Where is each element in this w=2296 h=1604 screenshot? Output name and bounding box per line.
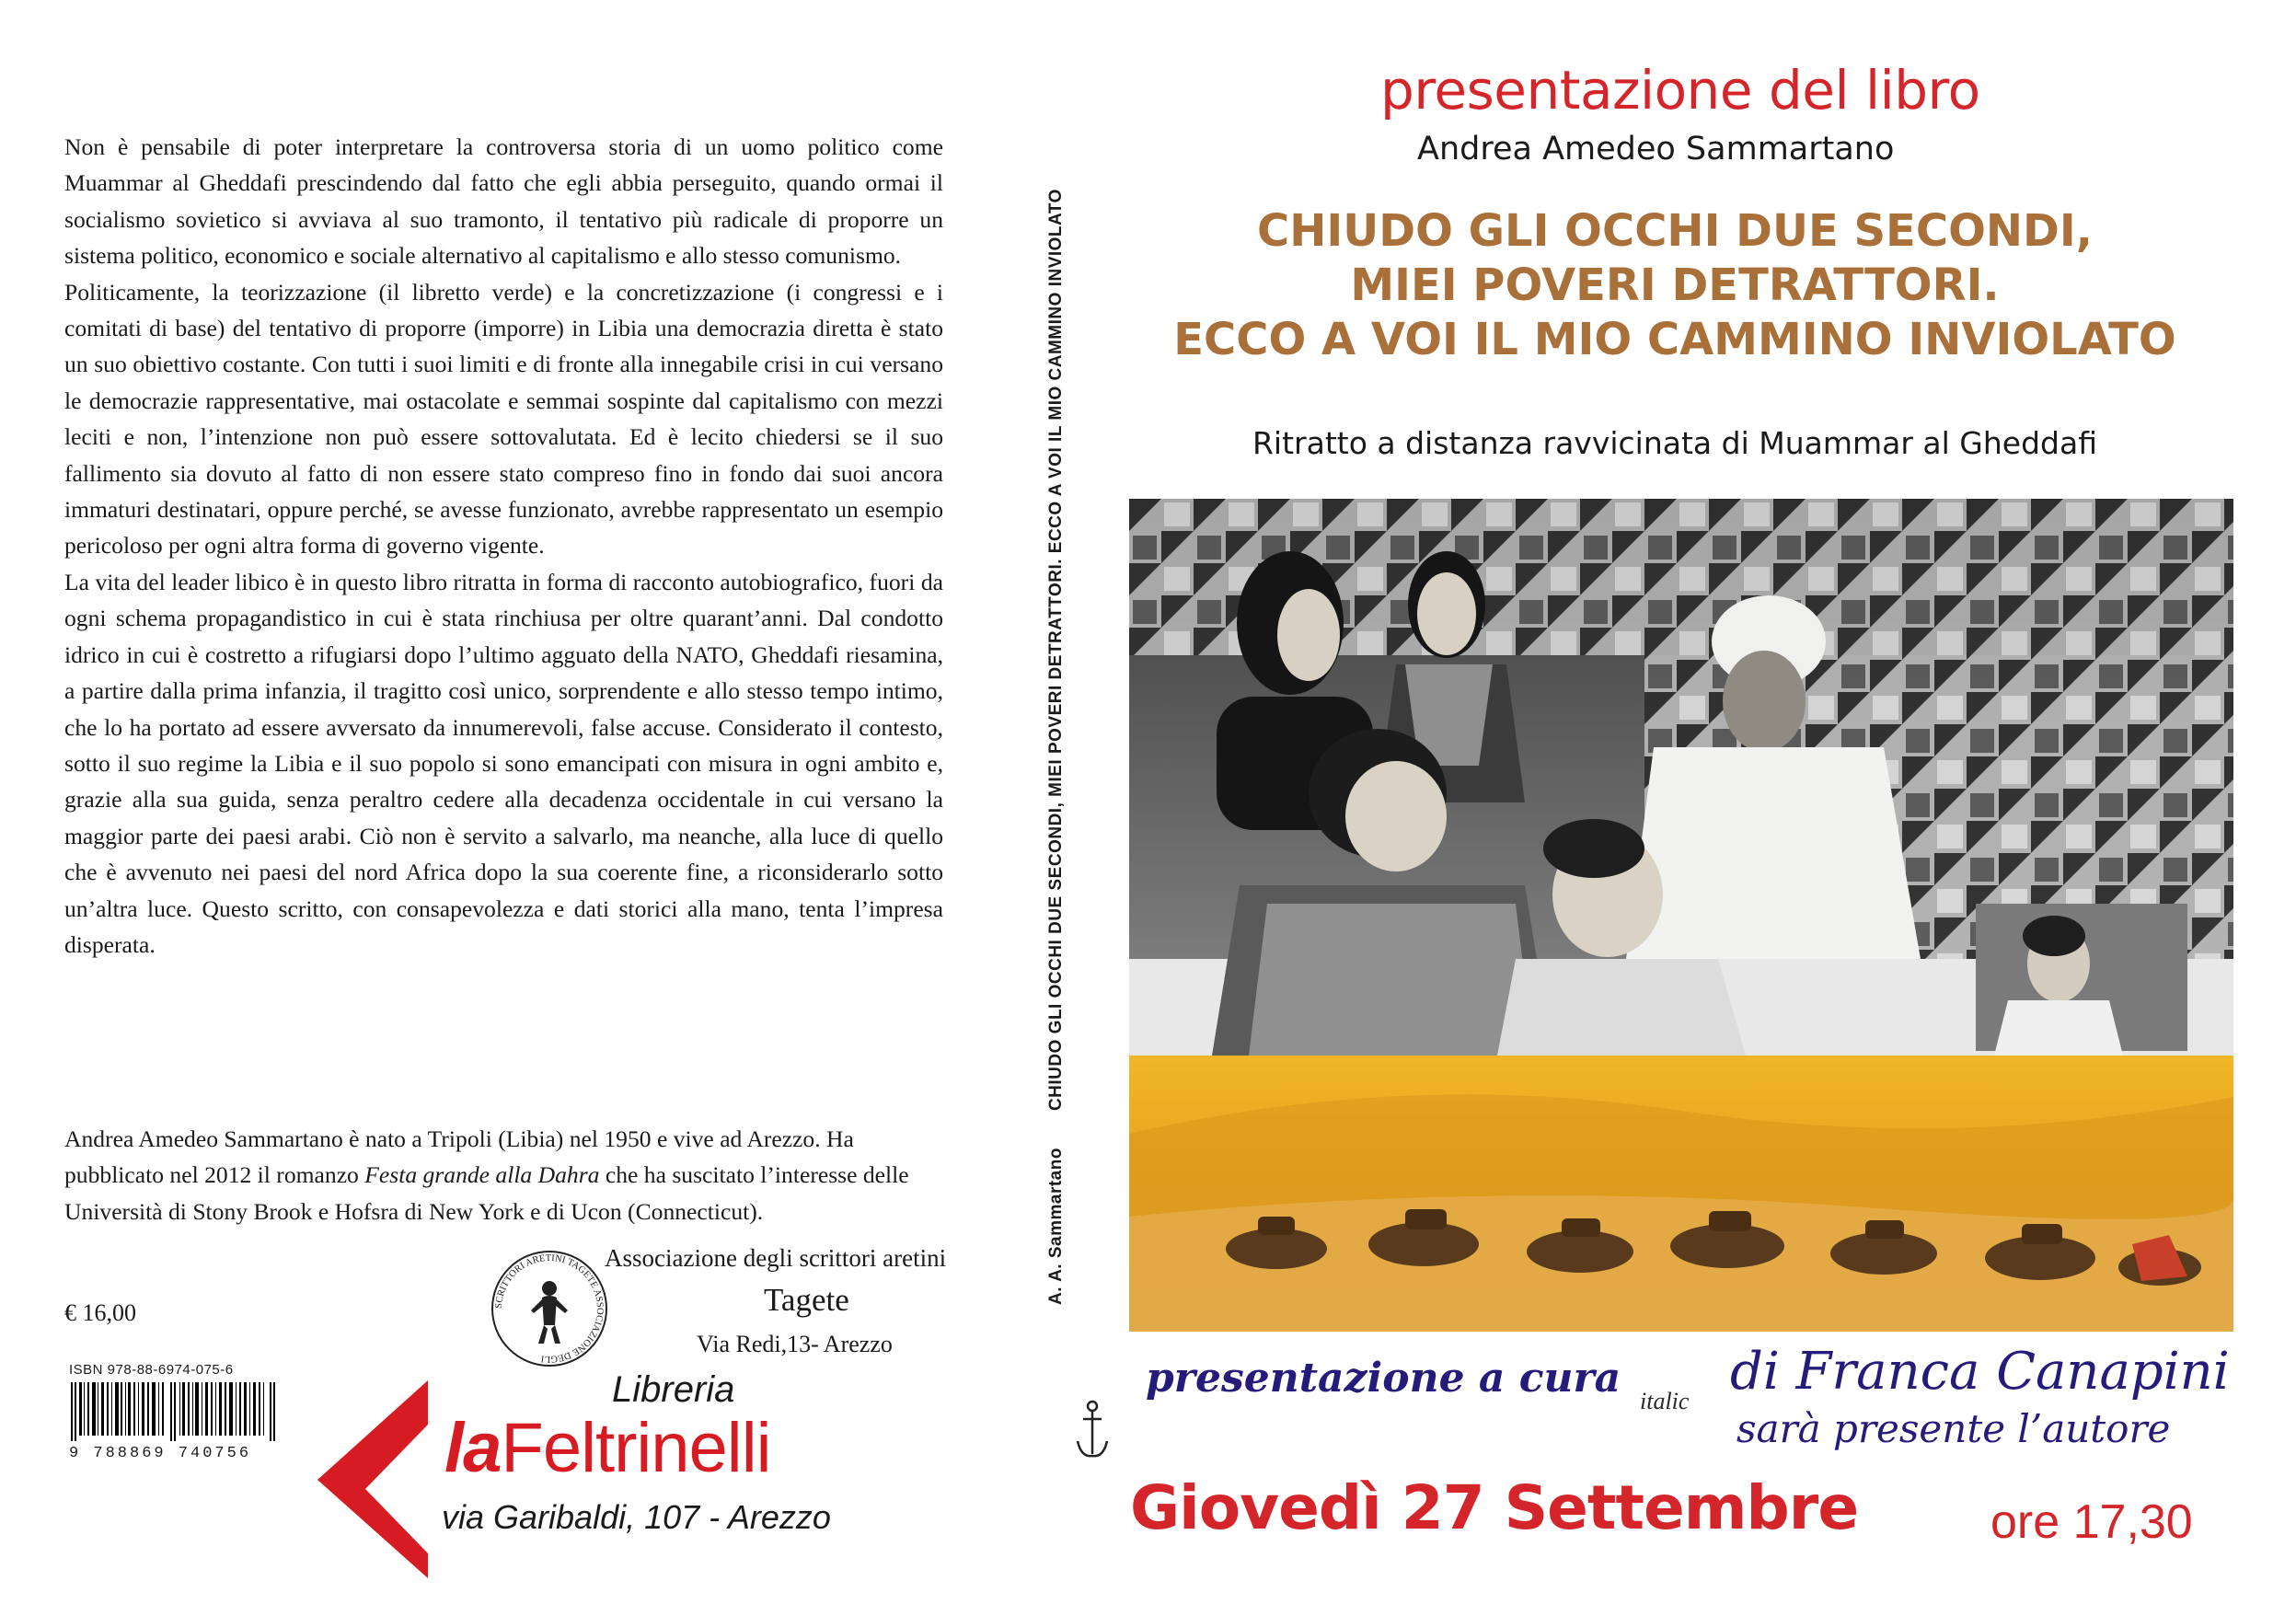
event-date: Giovedì 27 Settembre (1130, 1472, 1859, 1543)
bio-text: Andrea Amedeo Sammartano è nato a Tripoli (Libia) nel 1950 e vive ad Arezzo. Ha pubblicato nel 2012 il romanzo (64, 1125, 854, 1189)
spine-author: A. A. Sammartano (1046, 1148, 1066, 1305)
cover-photo-image (1129, 499, 2233, 1332)
price: € 16,00 (64, 1299, 136, 1326)
author-present-note: sarà presente l’autore (1736, 1406, 2171, 1451)
isbn-digits: 9 788869 740756 (69, 1445, 252, 1462)
event-time: ore 17,30 (1990, 1495, 2193, 1549)
association-seal-icon (485, 1244, 614, 1373)
presentation-heading: presentazione del libro (1380, 59, 1980, 121)
blurb-paragraph: Non è pensabile di poter interpretare la controversa storia di un uomo politico come Muammar al Gheddafi prescindendo dal fatto che egli abbia perseguito, quando ormai il socialismo sovietico si avviava al suo tramonto, il tentativo più radicale di proporre un sistema politico, economico e sociale alternativo al capitalismo e allo stesso comunismo. (64, 133, 943, 270)
book-subtitle: Ritratto a distanza ravvicinata di Muammar al Gheddafi (1252, 425, 2097, 461)
bookstore-name (444, 1408, 770, 1488)
bio-text: che ha suscitato l’interesse delle Università di Stony Brook e Hofsra di New York e di Ucon (Connecticut). (64, 1161, 909, 1225)
association-address: Via Redi,13- Arezzo (697, 1331, 893, 1357)
back-cover-blurb (64, 129, 943, 963)
blurb-paragraph: Politicamente, la teorizzazione (il libretto verde) e la concretizzazione (i congressi e i comitati di base) del tentativo di proporre (imporre) in Libia una democrazia diretta è stato un suo obiettivo costante. Con tutti i suoi limiti e di fronte alla innegabile crisi in cui versano le democrazie rappresentative, mai ostacolate e semmai sospinte dal capitalismo con mezzi leciti e non, l’intenzione non può essere sottovalutata. Ed è lecito chiedersi se il suo fallimento sia dovuto al fatto di non essere stato compreso fino in fondo dai suoi ancora immaturi destinatari, oppure perché, se avesse funzionato, avrebbe rappresentato un esempio pericoloso per ogni altra forma di governo vigente. (64, 278, 943, 560)
bookstore-label: Libreria (612, 1369, 735, 1410)
isbn-barcode-block (69, 1362, 281, 1468)
association-short-name: Tagete (764, 1282, 849, 1318)
bookstore-name-main: Feltrinelli (501, 1409, 771, 1487)
publisher-anchor-icon (1072, 1399, 1113, 1463)
book-spine (1046, 189, 1067, 1305)
blurb-paragraph: La vita del leader libico è in questo libro ritratta in forma di racconto autobiografico, fuori da ogni schema propagandistico in cui è stata rinchiusa per oltre quarant’anni. Dal condotto idrico in cui è costretto a rifugiarsi dopo l’ultimo agguato della NATO, Gheddafi riesamina, a partire dalla prima infanzia, il tragitto così unico, sorprendente e allo stesso tempo intimo, che lo ha portato ad essere avversato da innumerevoli, false accuse. Considerato il contesto, sotto il suo regime la Libia e il suo popolo si sono emancipati con misura in ogni ambito e, grazie alla sua guida, senza peraltro cedere alla decadenza occidentale in cui versano la maggior parte dei paesi arabi. Ciò non è servito a salvarlo, ma neanche, alla luce di quello che è avvenuto nei paesi del nord Africa dopo la sua coerente fine, a riconsiderarlo sotto un’altra luce. Questo scritto, con consapevolezza e dati storici alla mano, tenta l’impresa disperata. (64, 568, 943, 958)
curator-name: di Franca Canapini (1730, 1342, 2230, 1402)
spine-title: CHIUDO GLI OCCHI DUE SECONDI, MIEI POVERI DETRATTORI. ECCO A VOI IL MIO CAMMINO INVIOLATO (1046, 189, 1066, 1112)
italic-note: italic (1640, 1388, 1690, 1414)
book-title (1132, 204, 2218, 367)
book-title-line: ECCO A VOI IL MIO CAMMINO INVIOLATO (1173, 314, 2176, 365)
presentation-curator-label: presentazione a cura (1146, 1355, 1621, 1402)
barcode-icon (69, 1382, 281, 1441)
book-author: Andrea Amedeo Sammartano (1417, 131, 1895, 167)
bio-book-title: Festa grande alla Dahra (364, 1161, 600, 1189)
book-title-line: MIEI POVERI DETRATTORI. (1350, 260, 2000, 311)
seal-text: SCRITTORI ARETINI TAGETE ASSOCIAZIONE DEGLI (493, 1252, 606, 1365)
association-name: Associazione degli scrittori aretini (605, 1244, 947, 1272)
book-title-line: CHIUDO GLI OCCHI DUE SECONDI, (1257, 205, 2093, 257)
isbn-label: ISBN 978-88-6974-075-6 (69, 1362, 234, 1378)
bookstore-name-prefix: la (444, 1409, 502, 1487)
bookstore-address: via Garibaldi, 107 - Arezzo (442, 1498, 831, 1536)
author-bio (64, 1121, 943, 1229)
feltrinelli-logo-icon (317, 1380, 428, 1578)
